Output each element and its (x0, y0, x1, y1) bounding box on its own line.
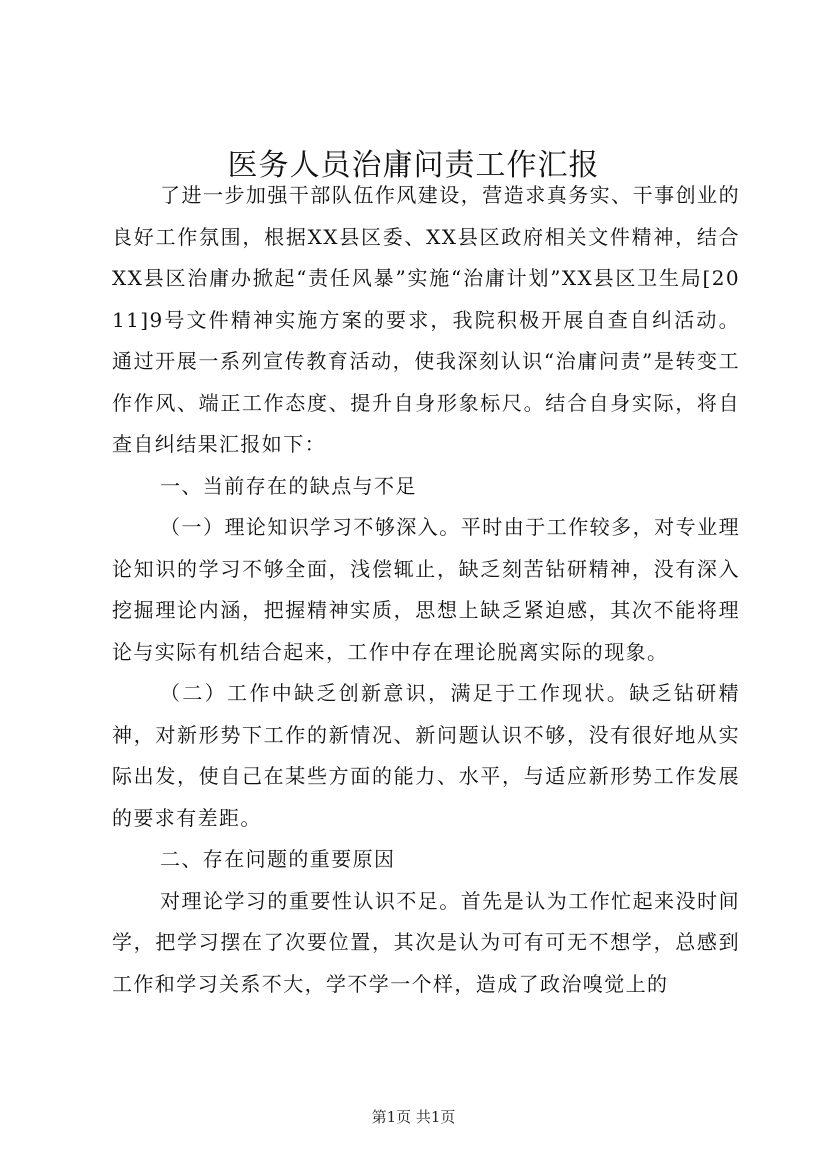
shortcoming-paragraph-2: （二）工作中缺乏创新意识，满足于工作现状。缺乏钻研精神，对新形势下工作的新情况、新问题认识不够，没有很好地从实际出发，使自己在某些方面的能力、水平，与适应新形势工作发展的要求有差距。 (112, 681, 740, 830)
intro-paragraph: 了进一步加强干部队伍作风建设，营造求真务实、干事创业的良好工作氛围，根据XX县区委、XX县区政府相关文件精神，结合XX县区治庸办掀起“责任风暴”实施“治庸计划”XX县区卫生局[2011]9号文件精神实施方案的要求，我院积极开展自查自纠活动。通过开展一系列宣传教育活动，使我深刻认识“治庸问责”是转变工作作风、端正工作态度、提升自身形象标尺。结合自身实际，将自查自纠结果汇报如下： (112, 183, 740, 456)
document-title: 医务人员治庸问责工作汇报 (227, 148, 600, 183)
shortcoming-paragraph-1: （一）理论知识学习不够深入。平时由于工作较多，对专业理论知识的学习不够全面，浅偿辄止，缺乏刻苦钻研精神，没有深入挖掘理论内涵，把握精神实质，思想上缺乏紧迫感，其次不能将理论与实际有机结合起来，工作中存在理论脱离实际的现象。 (112, 515, 740, 664)
section-heading-causes: 二、存在问题的重要原因 (160, 847, 396, 871)
cause-paragraph-1: 对理论学习的重要性认识不足。首先是认为工作忙起来没时间学，把学习摆在了次要位置，其次是认为可有可无不想学，总感到工作和学习关系不大，学不学一个样，造成了政治嗅觉上的 (112, 888, 740, 996)
page-footer: 第1页 共1页 (371, 1108, 456, 1126)
section-heading-shortcomings: 一、当前存在的缺点与不足 (160, 473, 417, 498)
document-body (112, 175, 740, 1005)
